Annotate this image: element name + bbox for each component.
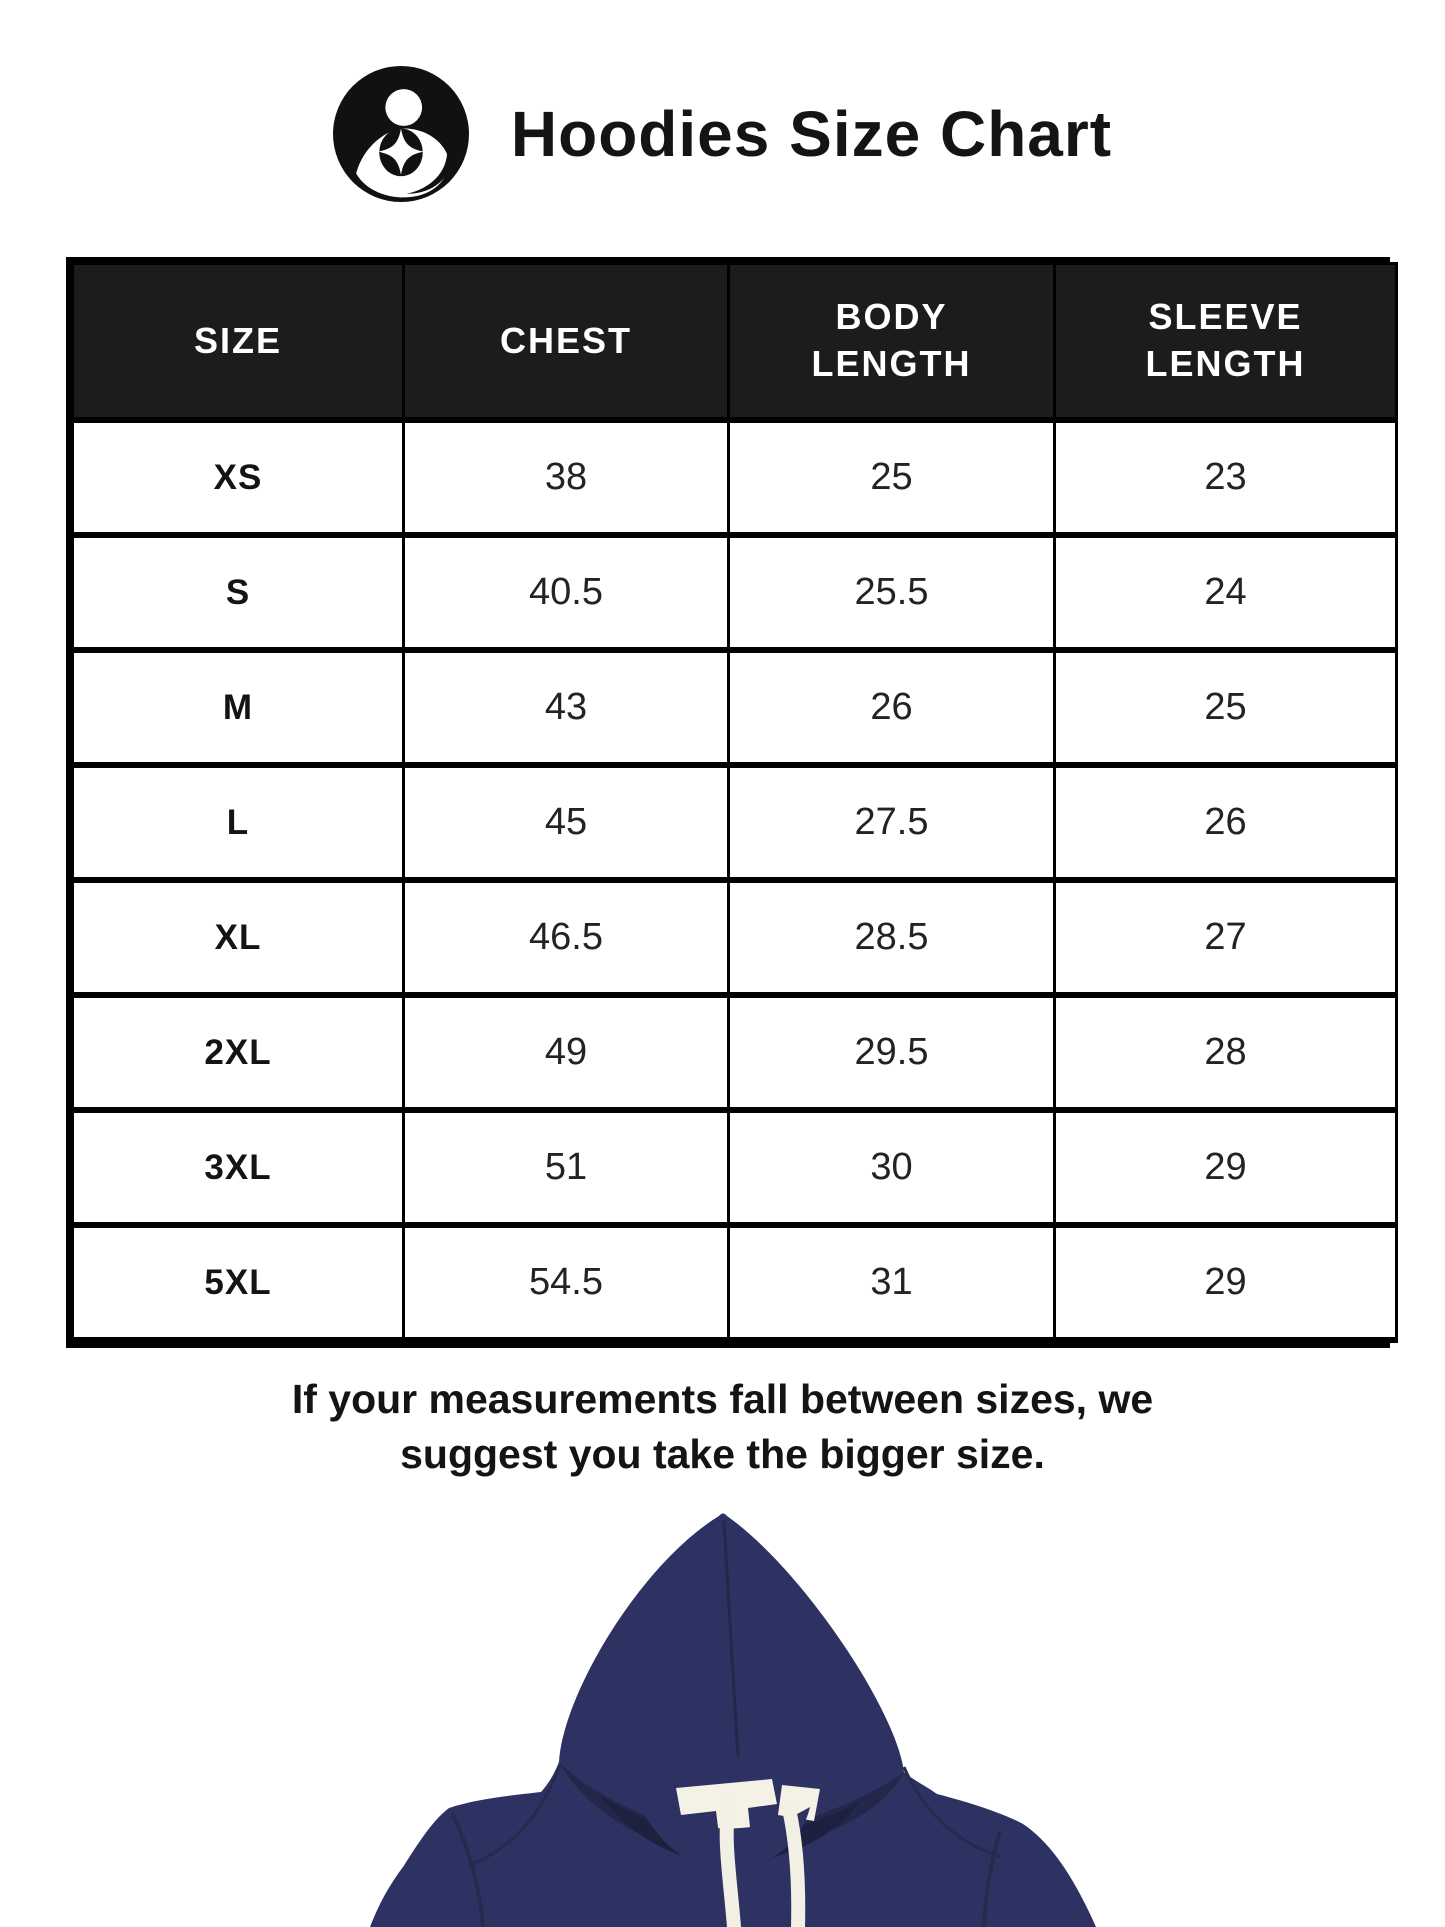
body-length-cell: 29.5 — [729, 995, 1055, 1110]
column-header-body-length: BODY LENGTH — [729, 264, 1055, 421]
sleeve-length-cell: 29 — [1055, 1225, 1397, 1340]
table-row-3xl — [73, 1110, 1397, 1225]
table-row-xl — [73, 880, 1397, 995]
size-cell: XL — [73, 880, 404, 995]
chest-cell: 54.5 — [404, 1225, 729, 1340]
body-length-cell: 27.5 — [729, 765, 1055, 880]
hoodie-product-image — [0, 1505, 1445, 1927]
size-cell: 3XL — [73, 1110, 404, 1225]
size-cell: 2XL — [73, 995, 404, 1110]
chest-cell: 43 — [404, 650, 729, 765]
table-row-2xl — [73, 995, 1397, 1110]
body-length-cell: 30 — [729, 1110, 1055, 1225]
sleeve-length-cell: 29 — [1055, 1110, 1397, 1225]
body-length-cell: 28.5 — [729, 880, 1055, 995]
sizing-note-line-1: If your measurements fall between sizes, we — [291, 1376, 1154, 1422]
size-cell: XS — [73, 420, 404, 535]
body-length-cell: 31 — [729, 1225, 1055, 1340]
size-chart-table-container — [66, 257, 1390, 1348]
sizing-note-line-2: suggest you take the bigger size. — [400, 1430, 1045, 1477]
chest-cell: 46.5 — [404, 880, 729, 995]
table-row-m — [73, 650, 1397, 765]
column-header-sleeve-length: SLEEVE LENGTH — [1055, 264, 1397, 421]
sizing-note — [0, 1372, 1445, 1481]
chest-cell: 38 — [404, 420, 729, 535]
size-cell: M — [73, 650, 404, 765]
column-header-size: SIZE — [73, 264, 404, 421]
column-header-chest: CHEST — [404, 264, 729, 421]
brand-bar — [0, 66, 1445, 202]
table-row-5xl — [73, 1225, 1397, 1340]
chest-cell: 49 — [404, 995, 729, 1110]
sleeve-length-cell: 25 — [1055, 650, 1397, 765]
size-cell: L — [73, 765, 404, 880]
header-row — [73, 264, 1397, 421]
sleeve-length-cell: 24 — [1055, 535, 1397, 650]
table-row-s — [73, 535, 1397, 650]
table-row-xs — [73, 420, 1397, 535]
sleeve-length-cell: 27 — [1055, 880, 1397, 995]
size-chart-table — [71, 262, 1398, 1343]
table-row-l — [73, 765, 1397, 880]
brand-logo-icon — [333, 66, 469, 202]
body-length-cell: 25 — [729, 420, 1055, 535]
chest-cell: 51 — [404, 1110, 729, 1225]
chest-cell: 45 — [404, 765, 729, 880]
body-length-cell: 25.5 — [729, 535, 1055, 650]
sleeve-length-cell: 28 — [1055, 995, 1397, 1110]
chest-cell: 40.5 — [404, 535, 729, 650]
body-length-cell: 26 — [729, 650, 1055, 765]
size-cell: 5XL — [73, 1225, 404, 1340]
size-cell: S — [73, 535, 404, 650]
sleeve-length-cell: 23 — [1055, 420, 1397, 535]
page-title: Hoodies Size Chart — [510, 98, 1113, 170]
sleeve-length-cell: 26 — [1055, 765, 1397, 880]
